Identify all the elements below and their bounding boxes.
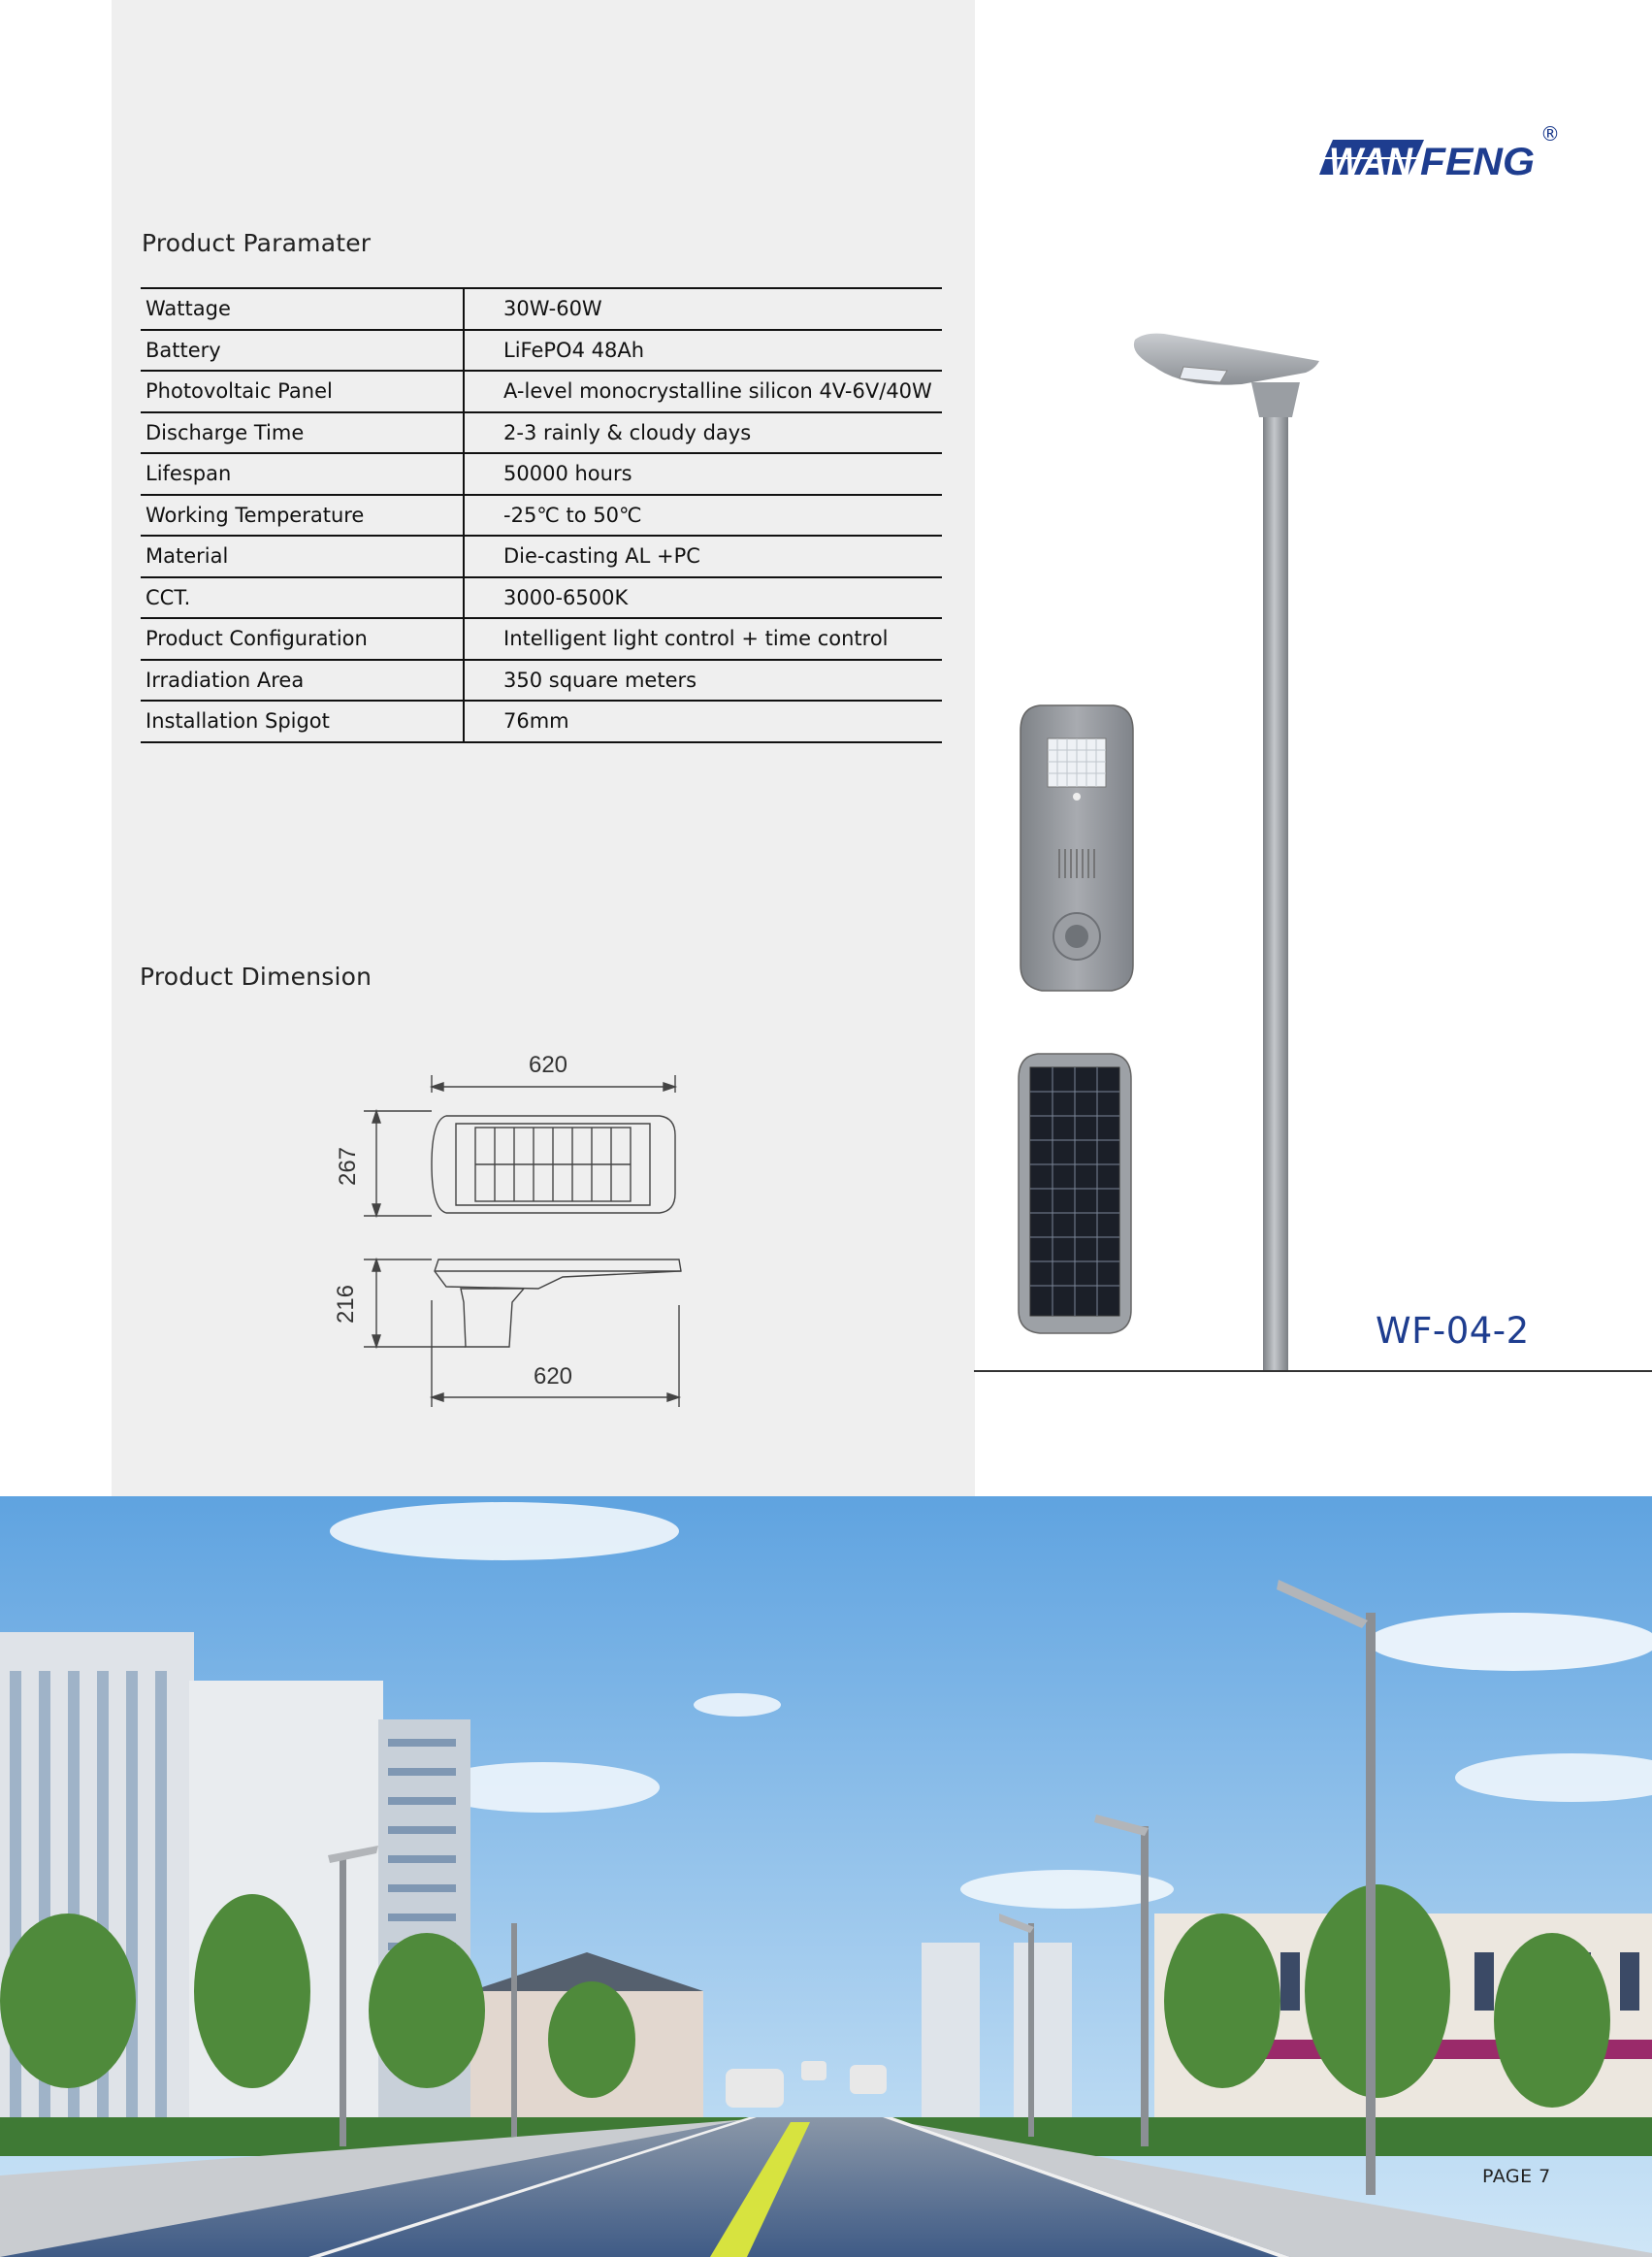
lamp-solar-panel-view-image [1017, 1052, 1133, 1335]
parameter-value: LiFePO4 48Ah [464, 330, 942, 372]
parameter-row [141, 288, 942, 330]
pole-light-illustration [1125, 328, 1329, 1372]
parameter-row [141, 495, 942, 537]
ground-line [974, 1370, 1652, 1372]
parameter-label: Discharge Time [141, 412, 464, 454]
parameter-row [141, 660, 942, 702]
parameter-row [141, 577, 942, 619]
parameter-row [141, 618, 942, 660]
top-view-height-label: 267 [335, 1146, 361, 1187]
parameter-label: Irradiation Area [141, 660, 464, 702]
parameter-row [141, 453, 942, 495]
top-view-drawing [364, 1075, 675, 1216]
parameter-label: Product Configuration [141, 618, 464, 660]
parameter-row [141, 701, 942, 742]
parameter-label: Wattage [141, 288, 464, 330]
street-scene-image [0, 1496, 1652, 2257]
wanfeng-logo [1319, 126, 1542, 184]
parameter-value: 50000 hours [464, 453, 942, 495]
svg-text:WAN: WAN [1329, 141, 1414, 183]
model-number: WF-04-2 [1376, 1310, 1530, 1352]
parameter-value: 350 square meters [464, 660, 942, 702]
side-view-width-label: 620 [533, 1363, 573, 1390]
parameter-label: Battery [141, 330, 464, 372]
svg-text:FENG: FENG [1420, 141, 1535, 183]
parameter-label: Working Temperature [141, 495, 464, 537]
parameter-value: 30W-60W [464, 288, 942, 330]
side-view-height-label: 216 [333, 1284, 359, 1325]
top-view-width-label: 620 [528, 1052, 568, 1078]
dimension-drawing [320, 1038, 708, 1426]
parameter-label: Photovoltaic Panel [141, 371, 464, 412]
dimension-section-title: Product Dimension [140, 963, 373, 991]
parameter-row [141, 536, 942, 577]
parameter-label: Lifespan [141, 453, 464, 495]
lamp-bottom-view-image [1019, 703, 1135, 993]
parameter-section-title: Product Paramater [142, 229, 372, 257]
parameter-table [141, 287, 942, 743]
side-view-drawing [364, 1259, 681, 1407]
parameter-row [141, 412, 942, 454]
parameter-label: Installation Spigot [141, 701, 464, 742]
parameter-value: Intelligent light control + time control [464, 618, 942, 660]
parameter-value: -25℃ to 50℃ [464, 495, 942, 537]
parameter-row [141, 371, 942, 412]
registered-mark: ® [1540, 122, 1560, 146]
parameter-label: Material [141, 536, 464, 577]
parameter-value: 76mm [464, 701, 942, 742]
parameter-label: CCT. [141, 577, 464, 619]
parameter-value: Die-casting AL +PC [464, 536, 942, 577]
parameter-row [141, 330, 942, 372]
parameter-value: A-level monocrystalline silicon 4V-6V/40W [464, 371, 942, 412]
parameter-value: 2-3 rainly & cloudy days [464, 412, 942, 454]
parameter-value: 3000-6500K [464, 577, 942, 619]
page-number: PAGE 7 [1482, 2166, 1551, 2187]
